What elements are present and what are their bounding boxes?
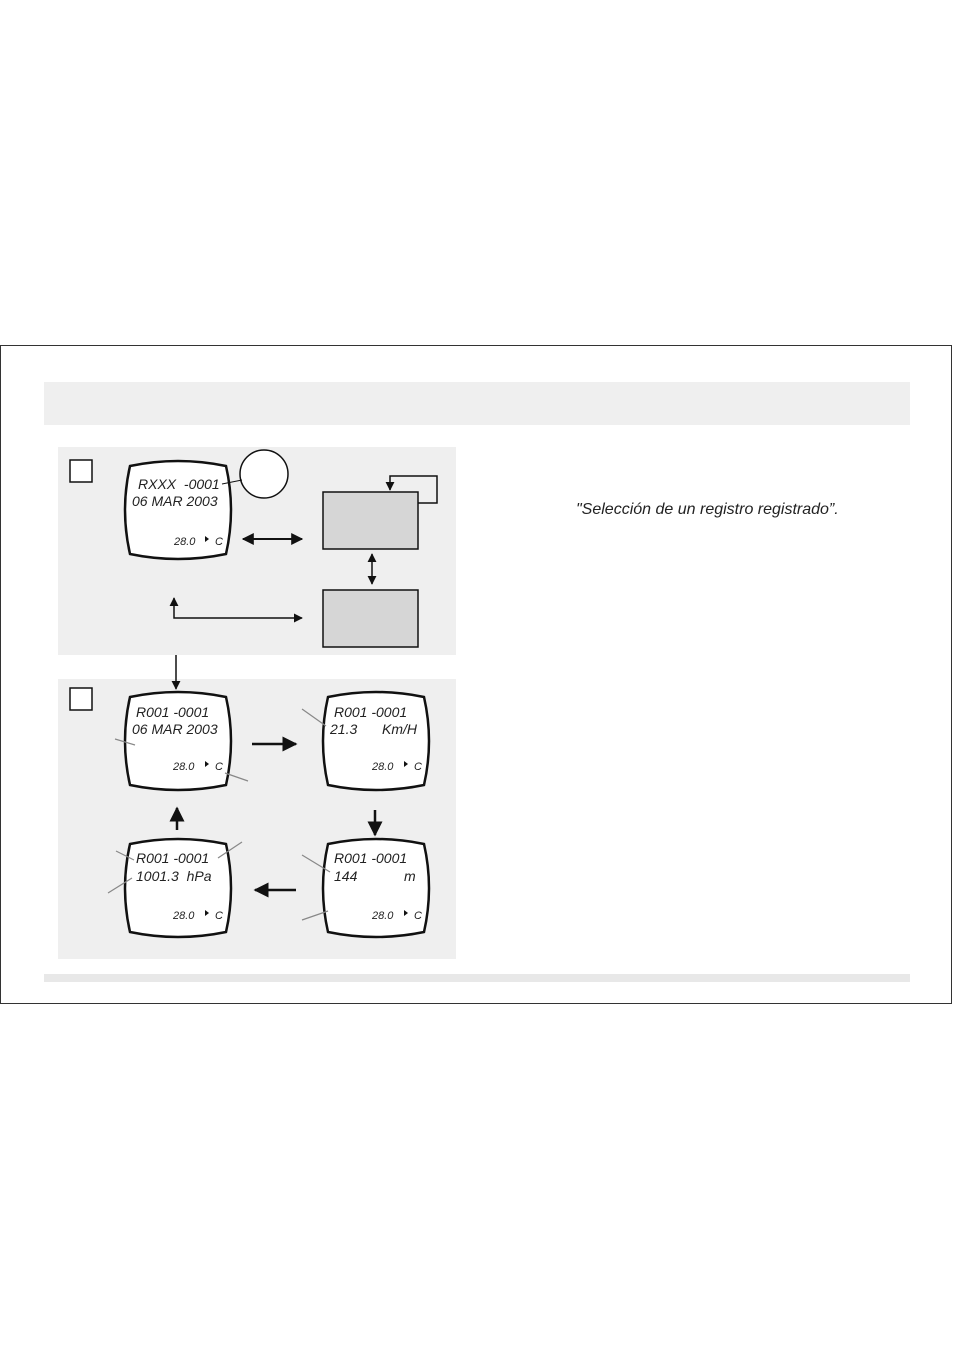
lcd-screen-1 <box>125 461 231 559</box>
s2-unit: C <box>215 761 223 773</box>
s2-line2: 06 MAR 2003 <box>132 721 218 737</box>
s3-line1: R001 -0001 <box>334 704 408 720</box>
s5-line2: 1001.3 hPa <box>136 868 212 884</box>
s4-unit-altitude: m <box>404 868 416 884</box>
s5-temp: 28.0 <box>173 910 195 922</box>
s3-value: 21.3 <box>330 721 358 737</box>
s2-temp: 28.0 <box>173 761 195 773</box>
s1-unit: C <box>215 536 223 548</box>
menu-box-2 <box>323 590 418 647</box>
lcd-screen-4 <box>323 839 429 937</box>
s4-line1: R001 -0001 <box>334 850 408 866</box>
menu-box-1 <box>323 492 418 549</box>
s4-value: 144 <box>334 868 358 884</box>
s3-unit: C <box>414 761 422 773</box>
s1-line1: RXXX -0001 <box>138 476 220 492</box>
s5-unit: C <box>215 910 223 922</box>
lcd-screen-2 <box>125 692 231 790</box>
caption-text: "Selección de un registro registrado”. <box>576 501 839 518</box>
checkbox-2-icon <box>70 688 92 710</box>
s1-temp: 28.0 <box>174 536 196 548</box>
s1-line2: 06 MAR 2003 <box>132 493 218 509</box>
lcd-screen-3 <box>323 692 429 790</box>
s3-unit-speed: Km/H <box>382 721 417 737</box>
checkbox-1-icon <box>70 460 92 482</box>
s4-temp: 28.0 <box>372 910 394 922</box>
s2-line1: R001 -0001 <box>136 704 210 720</box>
callout-circle-icon <box>240 450 288 498</box>
s3-temp: 28.0 <box>372 761 394 773</box>
s5-line1: R001 -0001 <box>136 850 210 866</box>
s4-unit: C <box>414 910 422 922</box>
lcd-screen-5 <box>125 839 231 937</box>
